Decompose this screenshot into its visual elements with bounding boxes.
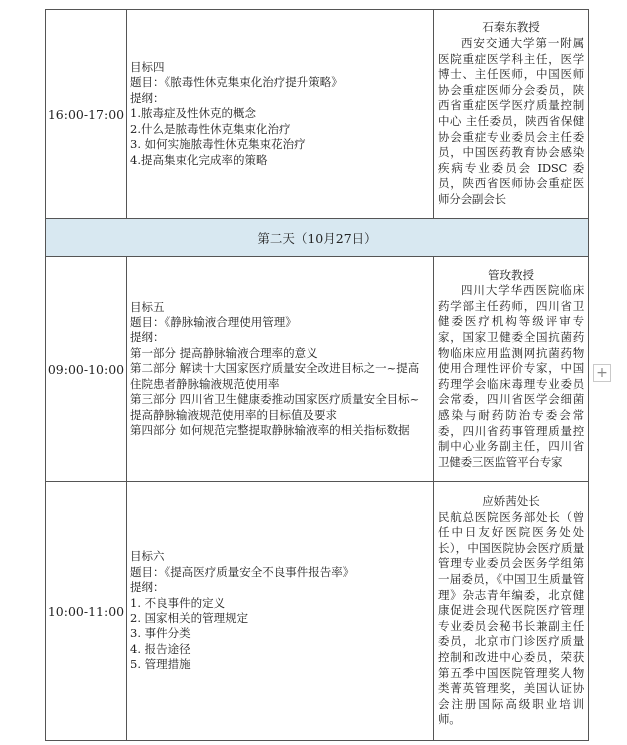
session-row-goal-5 <box>46 257 589 482</box>
day-header-row <box>46 219 589 257</box>
speaker-cell <box>434 257 589 482</box>
outline-item: 第二部分 解读十大国家医疗质量安全改进目标之一~提高住院患者静脉输液规范使用率 <box>130 361 420 391</box>
outline-item: 5. 管理措施 <box>130 657 191 672</box>
session-time: 09:00-10:00 <box>46 257 127 482</box>
speaker-name: 管玫教授 <box>488 267 534 282</box>
session-content <box>127 482 434 741</box>
outline-item: 2.什么是脓毒性休克集束化治疗 <box>130 121 291 136</box>
session-time: 10:00-11:00 <box>46 482 127 741</box>
speaker-bio: 民航总医院医务部处长（曾任中日友好医院医务处处长），中国医院协会医疗质量管理专业委员会医务学组第一届委员，《中国卫生质量管理》杂志青年编委，北京健康促进会现代医院医疗管理专业委员会秘书长兼副主任委员，北京市门诊医疗质量控制和改进中心委员，荣获第五季中国医院管理奖人物类菁英管理奖，美国认证协会注册国际高级职业培训师。 <box>438 509 584 727</box>
speaker-bio: 西安交通大学第一附属医院重症医学科主任，医学博士、主任医师，中国医师协会重症医师分会委员，陕西省重症医学医疗质量控制中心 主任委员，陕西省保健协会重症专业委员会主任委员，中国医药教育协会感染疾病专业委员会 IDSC 委员，陕西省医师协会重症医师分会副会长 <box>438 36 584 206</box>
schedule-table <box>45 9 589 741</box>
outline-item: 4.提高集束化完成率的策略 <box>130 152 268 167</box>
outline-item: 第三部分 四川省卫生健康委推动国家医疗质量安全目标~提高静脉输液规范使用率的目标值及要求 <box>130 392 420 422</box>
outline-label: 提纲： <box>130 330 165 345</box>
session-content <box>127 10 434 219</box>
session-row-goal-6 <box>46 482 589 741</box>
outline-item: 4. 报告途径 <box>130 641 191 656</box>
session-content <box>127 257 434 482</box>
topic-title: 题目：《提高医疗质量安全不良事件报告率》 <box>130 564 355 579</box>
day-header: 第二天（10月27日） <box>46 219 589 257</box>
speaker-name: 应娇茜处长 <box>482 494 540 509</box>
topic-title: 题目：《脓毒性休克集束化治疗提升策略》 <box>130 75 343 90</box>
outline-item: 1. 不良事件的定义 <box>130 595 226 610</box>
add-row-button[interactable]: + <box>593 364 611 382</box>
outline-item: 第一部分 提高静脉输液合理率的意义 <box>130 345 318 360</box>
speaker-cell <box>434 10 589 219</box>
outline-label: 提纲： <box>130 90 165 105</box>
session-row-goal-4 <box>46 10 589 219</box>
outline-item: 2. 国家相关的管理规定 <box>130 611 249 625</box>
goal-title: 目标四 <box>130 60 165 75</box>
speaker-bio: 四川大学华西医院临床药学部主任药师，四川省卫健委医疗机构等级评审专家，国家卫健委全国抗菌药物临床应用监测网抗菌药物使用合理性评价专家，中国药理学会临床毒理专业委员会常委，四川省医学会细菌感染与耐药防治专委会常委，四川省药事管理质量控制中心业务副主任，四川省卫健委三医监管平台专家 <box>438 283 584 469</box>
goal-title: 目标六 <box>130 549 165 564</box>
outline-item: 1.脓毒症及性休克的概念 <box>130 106 256 121</box>
topic-title: 题目：《静脉输液合理使用管理》 <box>130 315 297 330</box>
speaker-name: 石秦东教授 <box>482 20 540 35</box>
goal-title: 目标五 <box>130 299 165 314</box>
speaker-cell <box>434 482 589 741</box>
outline-label: 提纲： <box>130 580 165 595</box>
outline-item: 3. 事件分类 <box>130 626 191 641</box>
outline-item: 3. 如何实施脓毒性休克集束花治疗 <box>130 137 306 152</box>
outline-item: 第四部分 如何规范完整提取静脉输液率的相关指标数据 <box>130 422 410 437</box>
session-time: 16:00-17:00 <box>46 10 127 219</box>
